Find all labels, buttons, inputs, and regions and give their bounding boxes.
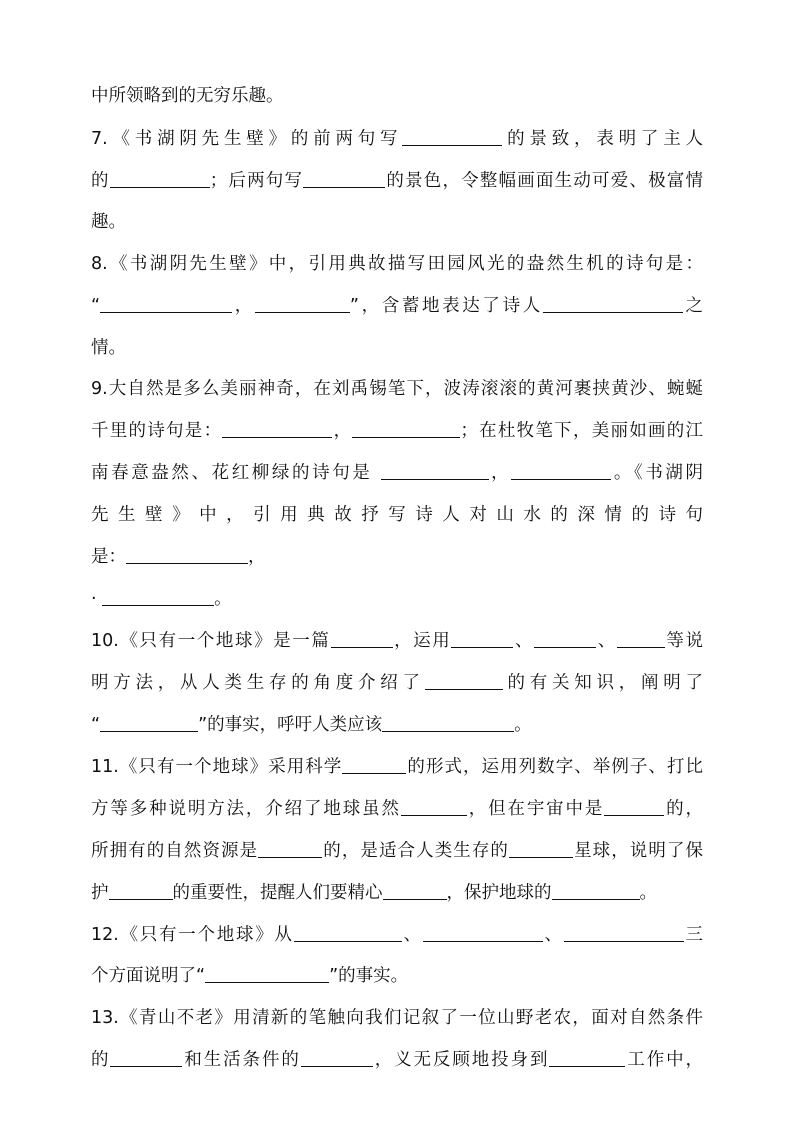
answer-blank[interactable] (382, 714, 514, 732)
question-7-line-3: 趣。 (91, 212, 126, 232)
answer-blank[interactable] (401, 798, 467, 816)
answer-blank[interactable] (342, 756, 406, 774)
question-9-line-2: 千里的诗句是： ， ；在杜牧笔下，美丽如画的江 (91, 421, 704, 441)
question-9-line-4: 先生壁》中，引用典故抒写诗人对山水的深情的诗句 (91, 505, 703, 525)
answer-blank[interactable] (564, 924, 684, 942)
answer-blank[interactable] (543, 295, 683, 313)
question-11-line-1: 11.《只有一个地球》采用科学 的形式，运用列数字、举例子、打比 (91, 757, 703, 777)
question-12-line-2: 个方面说明了“ ”的事实。 (91, 966, 409, 986)
question-8-line-1: 8.《书湖阴先生壁》中，引用典故描写田园风光的盎然生机的诗句是： (91, 254, 703, 274)
answer-blank[interactable] (509, 840, 573, 858)
answer-blank[interactable] (381, 462, 489, 480)
question-10-line-3: “ ”的事实，呼吁人类应该 。 (91, 715, 532, 735)
answer-blank[interactable] (331, 630, 393, 648)
answer-blank[interactable] (402, 128, 502, 146)
question-11-line-4: 护 的重要性，提醒人们要精心 ，保护地球的 。 (91, 883, 657, 903)
question-7-line-1: 7.《书湖阴先生壁》的前两句写 的景致，表明了主人 (91, 129, 704, 149)
question-12-line-1: 12.《只有一个地球》从 、 、 三 (91, 925, 704, 945)
answer-blank[interactable] (423, 924, 543, 942)
answer-blank[interactable] (552, 882, 640, 900)
answer-blank[interactable] (303, 170, 385, 188)
question-9-line-5: 是： ， (91, 547, 266, 567)
question-11-line-2: 方等多种说明方法，介绍了地球虽然 ，但在宇宙中是 的， (91, 799, 704, 819)
answer-blank[interactable] (352, 420, 460, 438)
answer-blank[interactable] (100, 295, 232, 313)
answer-blank[interactable] (102, 588, 214, 606)
answer-blank[interactable] (100, 714, 198, 732)
answer-blank[interactable] (604, 798, 664, 816)
question-9-line-1: 9.大自然是多么美丽神奇，在刘禹锡笔下，波涛滚滚的黄河裹挟黄沙、蜿蜒 (91, 379, 703, 399)
question-11-line-3: 所拥有的自然资源是 的，是适合人类生存的 星球，说明了保 (91, 841, 704, 861)
answer-blank[interactable] (451, 630, 513, 648)
question-9-line-6: · 。 (91, 589, 232, 609)
question-13-line-1: 13.《青山不老》用清新的笔触向我们记叙了一位山野老农，面对自然条件 (91, 1008, 703, 1028)
question-10-line-1: 10.《只有一个地球》是一篇 ，运用 、 、 等说 (91, 631, 704, 651)
answer-blank[interactable] (534, 630, 596, 648)
answer-blank[interactable] (425, 672, 503, 690)
text-line: 中所领略到的无穷乐趣。 (91, 86, 284, 106)
answer-blank[interactable] (109, 882, 173, 900)
question-9-line-3: 南春意盎然、花红柳绿的诗句是 ， 。《书湖阴 (91, 463, 704, 483)
answer-blank[interactable] (110, 1049, 182, 1067)
answer-blank[interactable] (617, 630, 665, 648)
answer-blank[interactable] (383, 882, 447, 900)
question-10-line-2: 明方法，从人类生存的角度介绍了 的有关知识，阐明了 (91, 673, 703, 693)
answer-blank[interactable] (301, 1049, 373, 1067)
answer-blank[interactable] (294, 924, 402, 942)
answer-blank[interactable] (511, 462, 611, 480)
answer-blank[interactable] (205, 965, 329, 983)
question-7-line-2: 的 ；后两句写 的景色，令整幅画面生动可爱、极富情 (91, 171, 704, 191)
answer-blank[interactable] (126, 546, 248, 564)
question-13-line-2: 的 和生活条件的 ，义无反顾地投身到 工作中， (91, 1050, 704, 1070)
answer-blank[interactable] (222, 420, 332, 438)
answer-blank[interactable] (110, 170, 210, 188)
answer-blank[interactable] (549, 1049, 625, 1067)
answer-blank[interactable] (255, 295, 350, 313)
answer-blank[interactable] (258, 840, 322, 858)
question-8-line-3: 情。 (91, 338, 126, 358)
question-8-line-2: “ ， ”，含蓄地表达了诗人 之 (91, 296, 704, 316)
